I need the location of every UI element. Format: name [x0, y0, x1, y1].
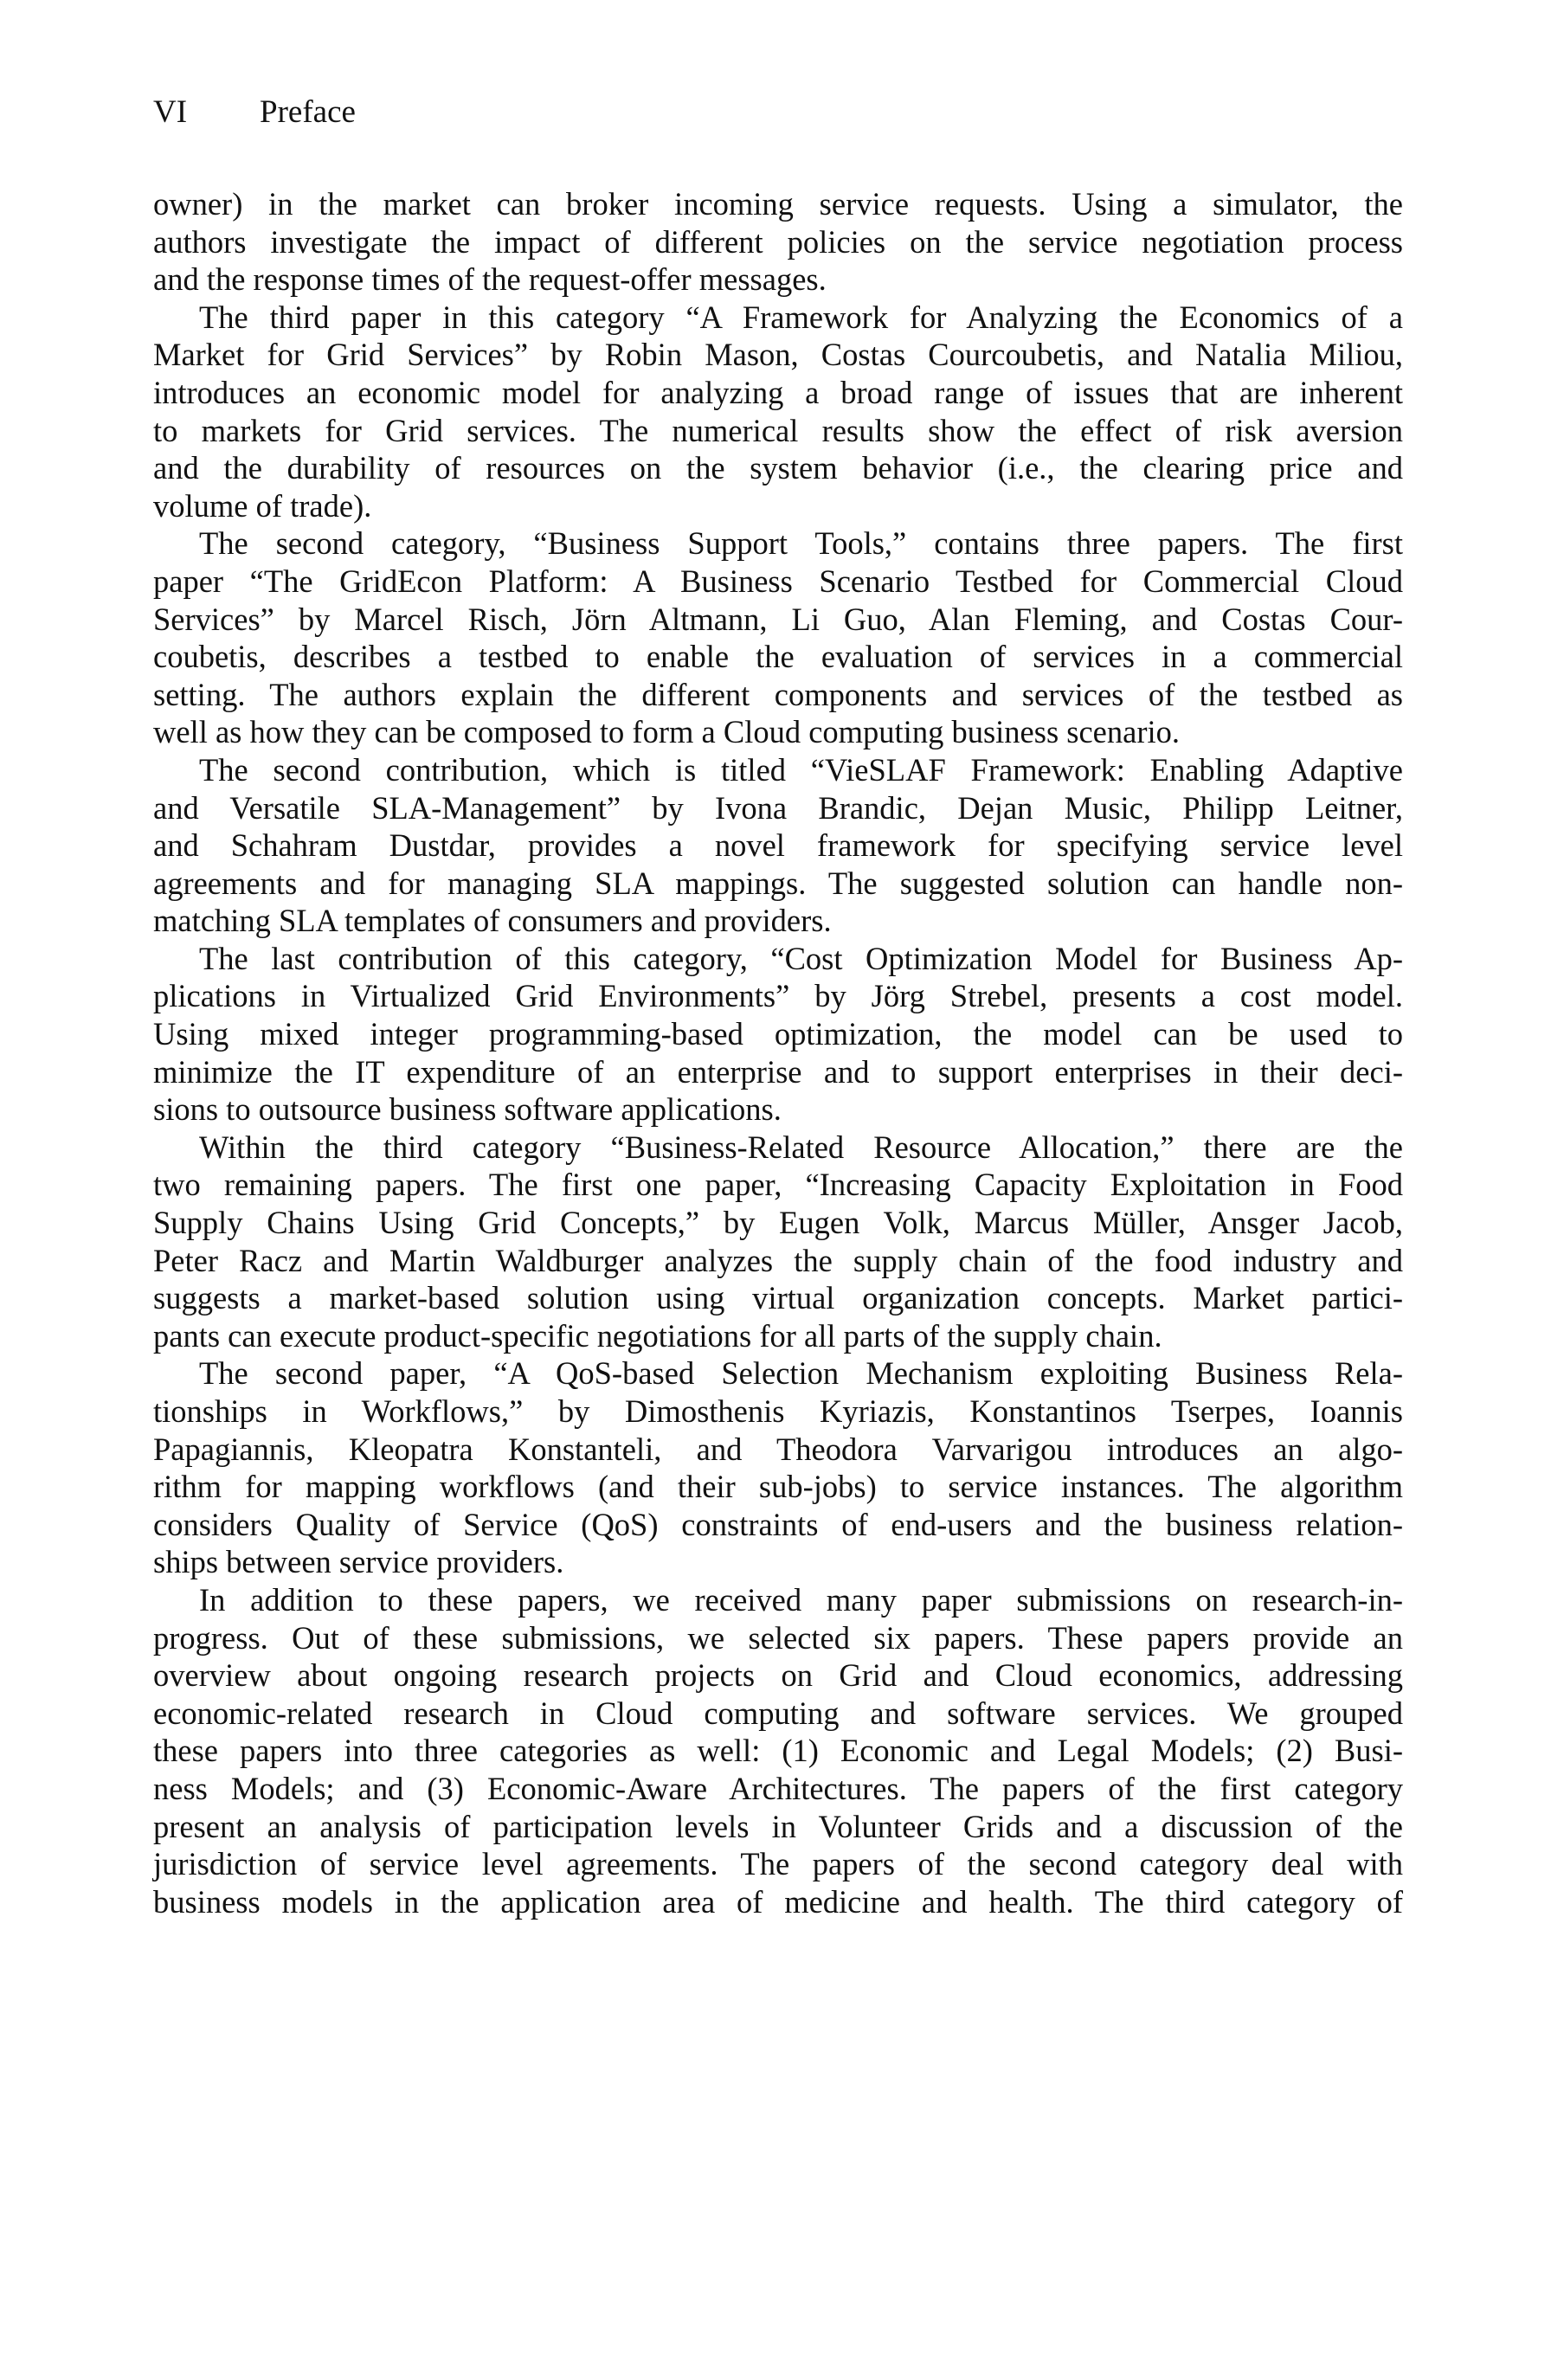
paragraph: [153, 940, 1403, 1129]
text-line: setting. The authors explain the different components and services of the testbed as: [153, 676, 1403, 712]
paragraph: [153, 299, 1403, 525]
page-number: VI: [153, 94, 188, 130]
text-line: rithm for mapping workflows (and their sub-jobs) to service instances. The algorithm: [153, 1469, 1403, 1505]
text-line: tionships in Workflows,” by Dimosthenis Kyriazis, Konstantinos Tserpes, Ioannis: [153, 1393, 1403, 1429]
paragraph: [153, 1581, 1403, 1920]
text-line: business models in the application area of medicine and health. The third category of: [153, 1883, 1403, 1920]
text-line: The last contribution of this category, “Cost Optimization Model for Business Ap-: [199, 940, 1403, 976]
text-line: suggests a market-based solution using virtual organization concepts. Market partici-: [153, 1280, 1403, 1316]
text-line: The second contribution, which is titled “VieSLAF Framework: Enabling Adaptive: [199, 751, 1403, 788]
running-title: Preface: [260, 94, 356, 130]
text-line: The second paper, “A QoS-based Selection Mechanism exploiting Business Rela-: [199, 1355, 1403, 1392]
text-line: to markets for Grid services. The numerical results show the effect of risk aversion: [153, 412, 1403, 448]
page-header: [153, 93, 356, 132]
text-line: minimize the IT expenditure of an enterprise and to support enterprises in their deci-: [153, 1053, 1403, 1090]
text-line: volume of trade).: [153, 487, 372, 524]
text-line: ships between service providers.: [153, 1544, 564, 1580]
text-line: Services” by Marcel Risch, Jörn Altmann, Li Guo, Alan Fleming, and Costas Cour-: [153, 601, 1403, 637]
text-line: Peter Racz and Martin Waldburger analyzes the supply chain of the food industry and: [153, 1242, 1403, 1278]
text-line: Market for Grid Services” by Robin Mason, Costas Courcoubetis, and Natalia Miliou,: [153, 337, 1403, 373]
text-line: Supply Chains Using Grid Concepts,” by Eugen Volk, Marcus Müller, Ansger Jacob,: [153, 1205, 1403, 1241]
text-line: owner) in the market can broker incoming service requests. Using a simulator, the: [153, 186, 1403, 222]
body-text: [153, 185, 1403, 1920]
text-line: coubetis, describes a testbed to enable the evaluation of services in a commercial: [153, 639, 1403, 675]
text-line: two remaining papers. The first one paper, “Increasing Capacity Exploitation in Food: [153, 1167, 1403, 1203]
paragraph: [153, 1354, 1403, 1581]
paragraph: [153, 524, 1403, 751]
paragraph: [153, 751, 1403, 940]
text-line: these papers into three categories as well: (1) Economic and Legal Models; (2) Busi-: [153, 1733, 1403, 1769]
text-line: economic-related research in Cloud computing and software services. We grouped: [153, 1695, 1403, 1731]
text-line: overview about ongoing research projects on Grid and Cloud economics, addressing: [153, 1657, 1403, 1694]
text-line: progress. Out of these submissions, we selected six papers. These papers provide an: [153, 1619, 1403, 1656]
text-line: plications in Virtualized Grid Environments” by Jörg Strebel, presents a cost model.: [153, 978, 1403, 1014]
text-line: The third paper in this category “A Framework for Analyzing the Economics of a: [199, 299, 1403, 335]
text-line: sions to outsource business software applications.: [153, 1091, 782, 1128]
text-line: authors investigate the impact of different policies on the service negotiation process: [153, 223, 1403, 260]
text-line: jurisdiction of service level agreements. The papers of the second category deal with: [153, 1846, 1403, 1882]
text-line: pants can execute product-specific negotiations for all parts of the supply chain.: [153, 1317, 1162, 1354]
text-line: and the durability of resources on the system behavior (i.e., the clearing price and: [153, 450, 1403, 486]
text-line: considers Quality of Service (QoS) constraints of end-users and the business relation-: [153, 1506, 1403, 1542]
text-line: Papagiannis, Kleopatra Konstanteli, and Theodora Varvarigou introduces an algo-: [153, 1431, 1403, 1467]
text-line: and Versatile SLA-Management” by Ivona Brandic, Dejan Music, Philipp Leitner,: [153, 789, 1403, 826]
text-line: In addition to these papers, we received many paper submissions on research-in-: [199, 1581, 1403, 1618]
text-line: and Schahram Dustdar, provides a novel framework for specifying service level: [153, 827, 1403, 864]
text-line: agreements and for managing SLA mappings. The suggested solution can handle non-: [153, 865, 1403, 901]
text-line: present an analysis of participation levels in Volunteer Grids and a discussion of the: [153, 1808, 1403, 1844]
text-line: and the response times of the request-offer messages.: [153, 261, 827, 298]
text-line: ness Models; and (3) Economic-Aware Architectures. The papers of the first category: [153, 1770, 1403, 1806]
text-line: well as how they can be composed to form a Cloud computing business scenario.: [153, 714, 1181, 750]
paragraph: [153, 185, 1403, 299]
paragraph: [153, 1129, 1403, 1355]
text-line: paper “The GridEcon Platform: A Business Scenario Testbed for Commercial Cloud: [153, 563, 1403, 599]
text-line: introduces an economic model for analyzing a broad range of issues that are inherent: [153, 374, 1403, 410]
text-line: The second category, “Business Support Tools,” contains three papers. The first: [199, 525, 1403, 562]
text-line: Using mixed integer programming-based optimization, the model can be used to: [153, 1016, 1403, 1052]
text-line: matching SLA templates of consumers and providers.: [153, 903, 832, 939]
text-line: Within the third category “Business-Related Resource Allocation,” there are the: [199, 1129, 1403, 1165]
